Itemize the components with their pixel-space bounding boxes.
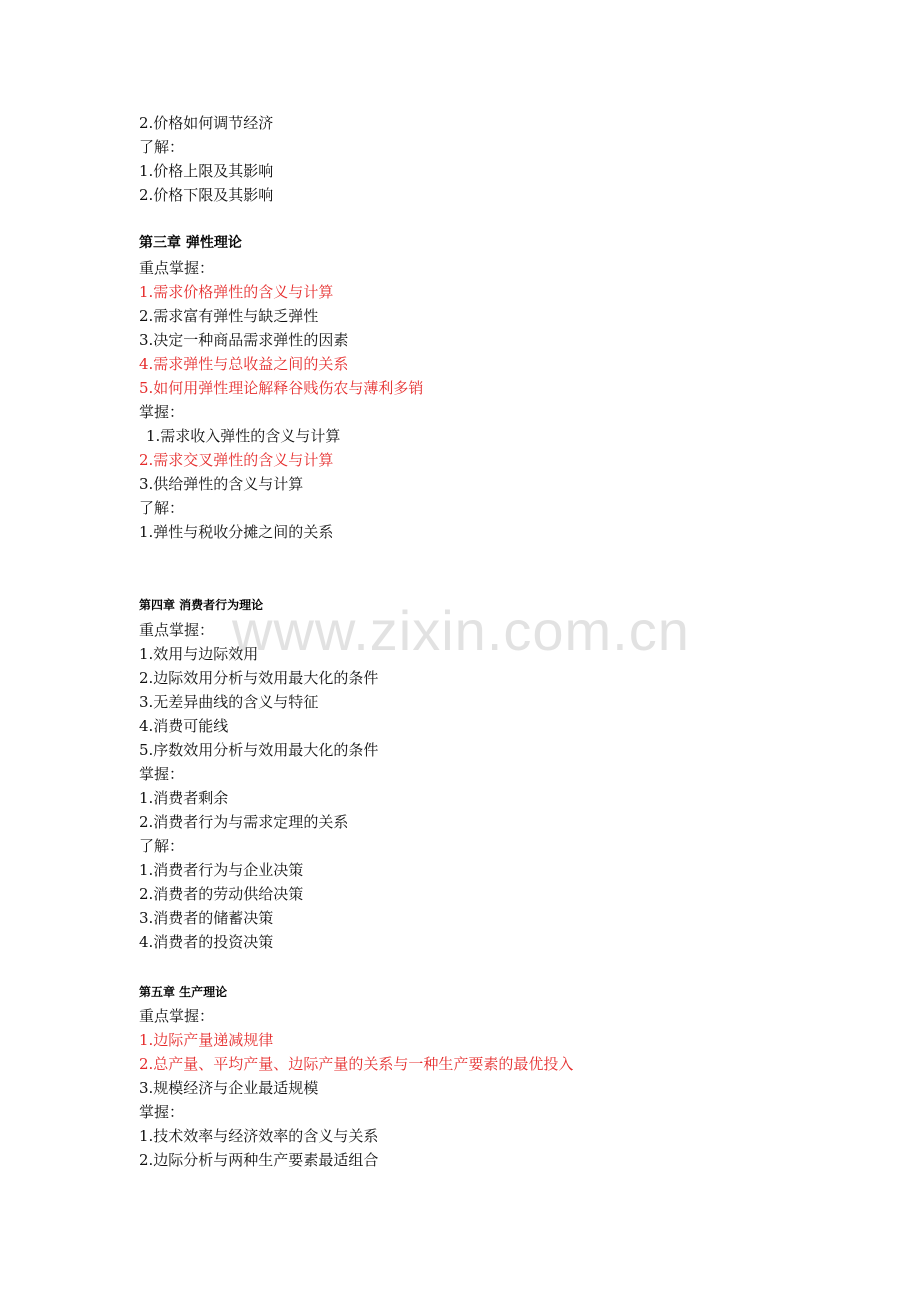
- doc-line: 1.弹性与税收分摊之间的关系: [139, 523, 334, 541]
- doc-line: 重点掌握：: [139, 259, 215, 277]
- doc-line-highlight: 5.如何用弹性理论解释谷贱伤农与薄利多销: [139, 379, 424, 397]
- doc-line-highlight: 1.需求价格弹性的含义与计算: [139, 283, 334, 301]
- doc-line: 3.供给弹性的含义与计算: [139, 475, 304, 493]
- doc-line: 掌握：: [139, 765, 185, 783]
- doc-line: 1.技术效率与经济效率的含义与关系: [139, 1127, 379, 1145]
- doc-line: 5.序数效用分析与效用最大化的条件: [139, 741, 379, 759]
- doc-line: 1.消费者行为与企业决策: [139, 861, 304, 879]
- doc-line: 重点掌握：: [139, 621, 215, 639]
- doc-line: 3.消费者的储蓄决策: [139, 909, 274, 927]
- doc-line: 重点掌握：: [139, 1007, 215, 1025]
- doc-line: 1.效用与边际效用: [139, 645, 259, 663]
- doc-line: 1.需求收入弹性的含义与计算: [146, 427, 341, 445]
- doc-line-highlight: 2.需求交叉弹性的含义与计算: [139, 451, 334, 469]
- doc-line: 了解：: [139, 837, 185, 855]
- doc-line: 了解：: [139, 138, 185, 156]
- doc-line: 2.消费者行为与需求定理的关系: [139, 813, 349, 831]
- doc-line: 2.边际效用分析与效用最大化的条件: [139, 669, 379, 687]
- chapter-heading: 第五章 生产理论: [139, 985, 228, 999]
- watermark: www.zixin.com.cn: [232, 599, 690, 662]
- doc-line-highlight: 4.需求弹性与总收益之间的关系: [139, 355, 349, 373]
- doc-line: 3.规模经济与企业最适规模: [139, 1079, 319, 1097]
- doc-line: 3.无差异曲线的含义与特征: [139, 693, 319, 711]
- chapter-heading: 第三章 弹性理论: [139, 235, 242, 251]
- doc-line: 2.价格下限及其影响: [139, 186, 274, 204]
- doc-line: 2.需求富有弹性与缺乏弹性: [139, 307, 319, 325]
- doc-line: 2.价格如何调节经济: [139, 114, 274, 132]
- doc-line: 2.边际分析与两种生产要素最适组合: [139, 1151, 379, 1169]
- doc-line: 掌握：: [139, 403, 185, 421]
- doc-line: 3.决定一种商品需求弹性的因素: [139, 331, 349, 349]
- doc-line: 4.消费可能线: [139, 717, 229, 735]
- doc-line: 了解：: [139, 499, 185, 517]
- doc-line-highlight: 1.边际产量递减规律: [139, 1031, 274, 1049]
- doc-line: 掌握：: [139, 1103, 185, 1121]
- doc-line: 2.消费者的劳动供给决策: [139, 885, 304, 903]
- chapter-heading: 第四章 消费者行为理论: [139, 598, 264, 612]
- doc-line: 1.价格上限及其影响: [139, 162, 274, 180]
- doc-line: 1.消费者剩余: [139, 789, 229, 807]
- doc-line-highlight: 2.总产量、平均产量、边际产量的关系与一种生产要素的最优投入: [139, 1055, 574, 1073]
- doc-line: 4.消费者的投资决策: [139, 933, 274, 951]
